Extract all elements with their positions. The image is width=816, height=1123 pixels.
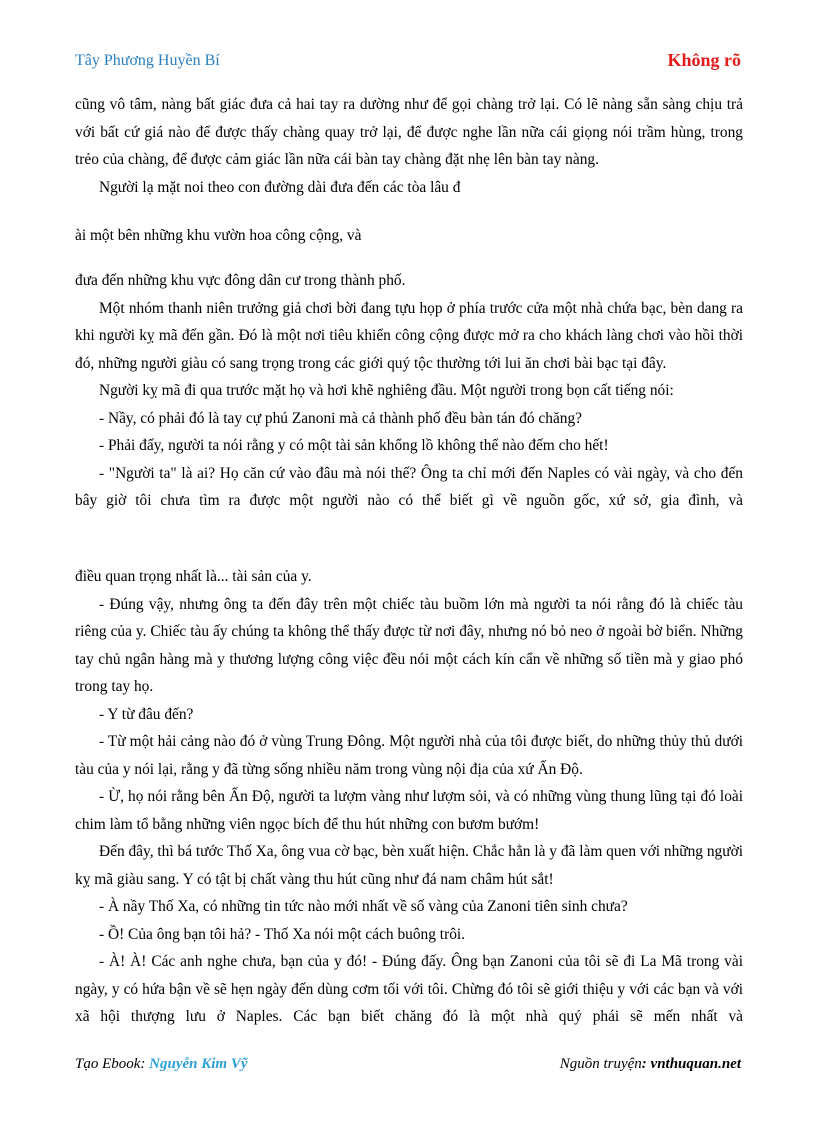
book-title: Tây Phương Huyền Bí	[75, 52, 220, 69]
paragraph: Người lạ mặt noi theo con đường dài đưa đến các tòa lâu đ	[99, 178, 461, 196]
paragraph: - Phải đấy, người ta nói rằng y có một tài sản khổng lồ không thể nào đếm cho hết!	[99, 437, 609, 454]
paragraph: Một nhóm thanh niên trưởng giả chơi bời đang tựu họp ở phía trước cửa một nhà chứa bạc, bèn dang ra khi người kỵ mã đến gần. Đó là một nơi tiêu khiển công cộng được mở ra cho khách làng chơi vào hồi thời đó, những người giàu có sang trọng trong các giới quý tộc thường tới lui ăn chơi bài bạc tại đây.	[75, 299, 743, 372]
author-label: Không rõ	[667, 50, 741, 70]
text-block-1	[75, 91, 743, 201]
paragraph: đưa đến những khu vực đông dân cư trong thành phố.	[75, 272, 406, 289]
text-block-2	[75, 222, 743, 250]
ebook-label: Tạo Ebook	[75, 1056, 141, 1072]
source-separator: :	[641, 1056, 651, 1072]
source-credit	[560, 1056, 741, 1073]
paragraph: - À nầy Thố Xa, có những tin tức nào mới nhất về số vàng của Zanoni tiên sinh chưa?	[99, 898, 628, 915]
paragraph: - Nầy, có phải đó là tay cự phú Zanoni mà cả thành phố đều bàn tán đó chăng?	[99, 409, 583, 427]
ebook-separator: :	[140, 1056, 150, 1072]
ebook-creator-name: Nguyễn Kim Vỹ	[149, 1056, 248, 1072]
paragraph: - Ồ! Của ông bạn tôi hả? - Thố Xa nói một cách buông trôi.	[99, 925, 466, 943]
paragraph: Đến đây, thì bá tước Thố Xa, ông vua cờ bạc, bèn xuất hiện. Chắc hẳn là y đã làm quen với những người kỵ mã giàu sang. Y có tật bị chất vàng thu hút cũng như đá nam châm hút sắt!	[75, 843, 743, 888]
paragraph: - À! À! Các anh nghe chưa, bạn của y đó! - Đúng đấy. Ông bạn Zanoni của tôi sẽ đi La Mã trong vài ngày, y có hứa bận về sẽ hẹn ngày đến dùng cơm tối với tôi. Chừng đó tôi sẽ giới thiệu y với các bạn và với xã hội thượng lưu ở Naples. Các bạn biết chăng đó là một nhà quý phái sẽ mến nhất và	[75, 953, 743, 1025]
ebook-credit	[75, 1056, 248, 1073]
paragraph: - "Người ta" là ai? Họ căn cứ vào đâu mà nói thế? Ông ta chỉ mới đến Naples có vài ngày, và cho đến bây giờ tôi chưa tìm ra được một người nào có thể biết gì về nguồn gốc, xứ sở, gia đình, và	[75, 464, 743, 509]
paragraph: - Y từ đâu đến?	[99, 705, 194, 723]
text-block-4	[75, 563, 743, 1031]
paragraph: điều quan trọng nhất là... tài sản của y.	[75, 568, 312, 585]
paragraph: ài một bên những khu vườn hoa công cộng, và	[75, 227, 362, 244]
paragraph: cũng vô tâm, nàng bất giác đưa cả hai tay ra dường như để gọi chàng trở lại. Có lẽ nàng sẵn sàng chịu trả với bất cứ giá nào để được thấy chàng quay trở lại, để được nghe lần nữa cái giọng nói trầm hùng, trong trẻo của chàng, để được cảm giác lần nữa cái bàn tay chàng đặt nhẹ lên bàn tay nàng.	[75, 96, 743, 168]
paragraph: - Từ một hải cảng nào đó ở vùng Trung Đông. Một người nhà của tôi được biết, do những thủy thủ dưới tàu của y nói lại, rằng y đã từng sống nhiều năm trong vùng nội địa của xứ Ấn Độ.	[75, 733, 743, 778]
text-block-3	[75, 267, 743, 515]
paragraph: Người kỵ mã đi qua trước mặt họ và hơi khẽ nghiêng đầu. Một người trong bọn cất tiếng nói:	[99, 382, 674, 399]
source-label: Nguồn truyện	[559, 1056, 642, 1072]
paragraph: - Đúng vậy, nhưng ông ta đến đây trên một chiếc tàu buồm lớn mà người ta nói rằng đó là chiếc tàu riêng của y. Chiếc tàu ấy chúng ta không thể thấy được từ nơi đây, nhưng nó bỏ neo ở ngoài bờ biển. Những tay chủ ngân hàng mà y thương lượng công việc đều nói một cách kín cẩn về những số tiền mà y giao phó trong tay họ.	[75, 595, 743, 695]
source-site-link[interactable]: vnthuquan.net	[650, 1056, 741, 1072]
paragraph: - Ừ, họ nói rằng bên Ấn Độ, người ta lượm vàng như lượm sỏi, và có những vùng thung lũng tại đó loài chim làm tổ bằng những viên ngọc bích để thu hút những con bươm bướm!	[75, 788, 743, 833]
